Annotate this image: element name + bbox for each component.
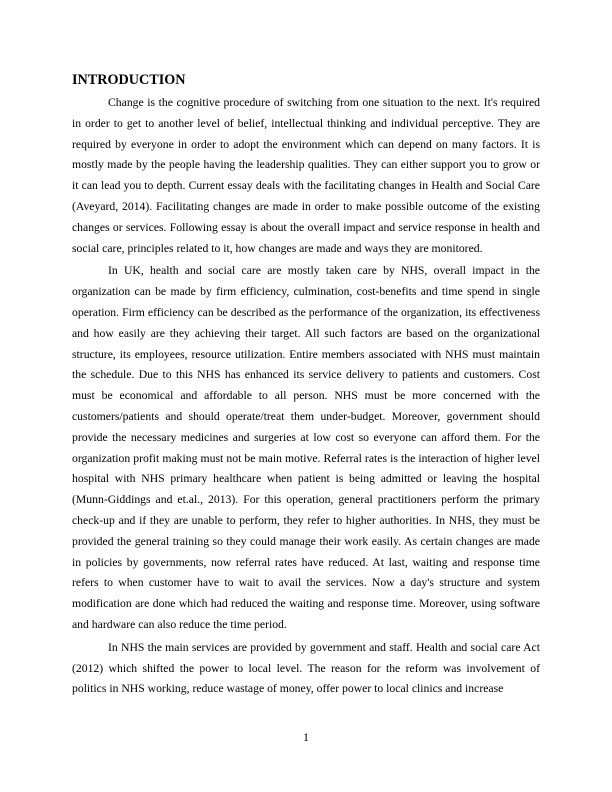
paragraph-nhs-impact: In UK, health and social care are mostly taken care by NHS, overall impact in the organization can be made by firm efficiency, culmination, cost-benefits and time spend in single operation. Firm efficiency can be described as the performance of the organization, its effectiveness and how easily are they achieving their target. All such factors are based on the organizational structure, its employees, resource utilization. Entire members associated with NHS must maintain the schedule. Due to this NHS has enhanced its service delivery to patients and customers. Cost must be economical and affordable to all person. NHS must be more concerned with the customers/patients and should operate/treat them under-budget. Moreover, government should provide the necessary medicines and surgeries at low cost so everyone can afford them. For the organization profit making must not be main motive. Referral rates is the interaction of higher level hospital with NHS primary healthcare when patient is being admitted or leaving the hospital (Munn-Giddings and et.al., 2013). For this operation, general practitioners perform the primary check-up and if they are unable to perform, they refer to higher authorities. In NHS, they must be provided the general training so they could manage their work easily. As certain changes are made in policies by governments, now referral rates have reduced. At last, waiting and response time refers to when customer have to wait to avail the services. Now a day's structure and system modification are done which had reduced the waiting and response time. Moreover, using software and hardware can also reduce the time period. bbox=[72, 264, 540, 631]
section-heading: INTRODUCTION bbox=[72, 72, 186, 88]
page-number: 1 bbox=[303, 730, 309, 744]
paragraph-intro: Change is the cognitive procedure of switching from one situation to the next. It's required in order to get to another level of belief, intellectual thinking and individual perceptive. They are required by everyone in order to adopt the environment which can depend on many factors. It is mostly made by the people having the leadership qualities. They can either support you to grow or it can lead you to depth. Current essay deals with the facilitating changes in Health and Social Care (Aveyard, 2014). Facilitating changes are made in order to make possible outcome of the existing changes or services. Following essay is about the overall impact and service response in health and social care, principles related to it, how changes are made and ways they are monitored. bbox=[72, 96, 540, 255]
paragraph-nhs-services: In NHS the main services are provided by government and staff. Health and social care Act (2012) which shifted the power to local level. The reason for the reform was involvement of politics in NHS working, reduce wastage of money, offer power to local clinics and increase bbox=[72, 640, 540, 696]
page-content bbox=[72, 71, 540, 702]
